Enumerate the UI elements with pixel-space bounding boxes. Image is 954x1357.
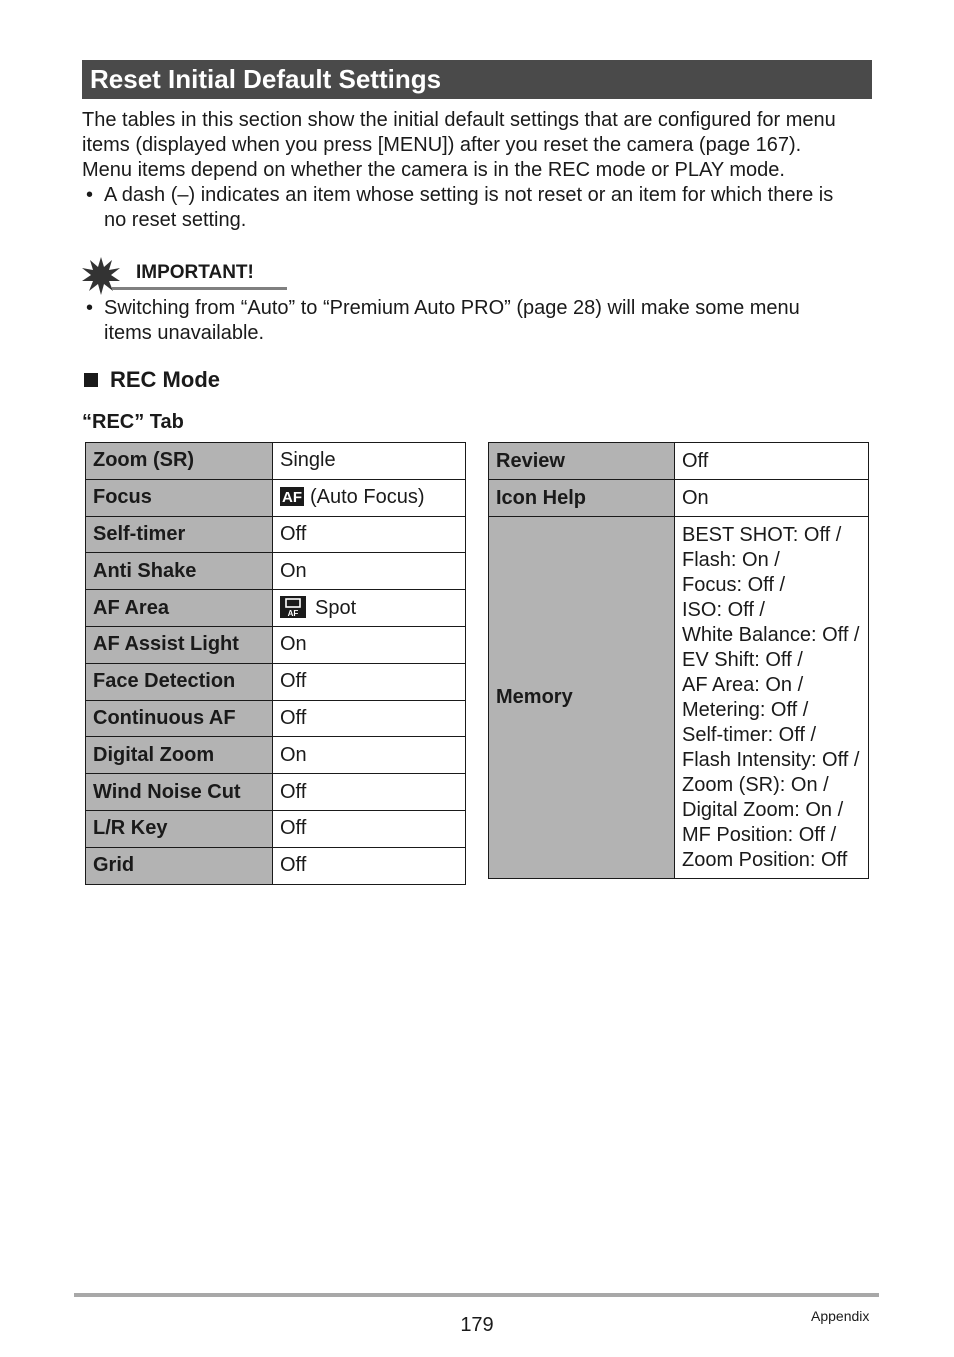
memory-item: BEST SHOT: Off / [682, 523, 842, 546]
table-row [86, 443, 466, 480]
table-row [86, 479, 466, 516]
setting-value: Off [280, 817, 307, 840]
setting-value: On [280, 743, 307, 766]
setting-value-cell [273, 553, 466, 590]
setting-value-cell [273, 737, 466, 774]
setting-name: Self-timer [86, 516, 273, 553]
memory-item: AF Area: On / [682, 673, 804, 696]
setting-name: Face Detection [86, 663, 273, 700]
svg-text:AF: AF [287, 609, 299, 619]
setting-name: Anti Shake [86, 553, 273, 590]
table-row-memory [489, 517, 869, 879]
af-spot-icon [280, 596, 306, 618]
memory-item: Focus: Off / [682, 573, 785, 596]
setting-name: AF Area [86, 590, 273, 627]
memory-item: Metering: Off / [682, 698, 809, 721]
page-title: Reset Initial Default Settings [82, 60, 872, 99]
intro-text [82, 108, 882, 233]
bullet-line: items unavailable. [104, 322, 265, 344]
bullet-line: Switching from “Auto” to “Premium Auto PRO” (page 28) will make some menu [104, 297, 800, 319]
intro-line: The tables in this section show the initial default settings that are configured for menu [82, 109, 836, 131]
setting-value-cell [273, 700, 466, 737]
intro-line: Menu items depend on whether the camera is in the REC mode or PLAY mode. [82, 159, 785, 181]
af-icon [280, 487, 304, 506]
important-label: IMPORTANT! [136, 262, 254, 283]
important-underline [112, 287, 287, 290]
table-row [86, 847, 466, 884]
tab-heading: “REC” Tab [82, 411, 184, 433]
setting-value-cell [273, 774, 466, 811]
bullet-line: no reset setting. [104, 209, 247, 231]
memory-item: Zoom (SR): On / [682, 773, 829, 796]
memory-item: EV Shift: Off / [682, 648, 803, 671]
table-row [86, 516, 466, 553]
table-row [86, 774, 466, 811]
setting-value: Off [280, 854, 307, 877]
memory-item: Zoom Position: Off [682, 848, 848, 871]
setting-value: On [280, 633, 307, 656]
setting-name: Review [489, 443, 675, 480]
setting-value: Spot [315, 597, 357, 620]
setting-value: Off [280, 780, 307, 803]
setting-name: AF Assist Light [86, 626, 273, 663]
setting-value: Off [675, 443, 869, 480]
bullet-line: A dash (–) indicates an item whose setting is not reset or an item for which there is [104, 184, 834, 206]
bullet-mark: • [86, 297, 94, 319]
setting-value-cell [273, 810, 466, 847]
table-row [86, 590, 466, 627]
table-row [489, 480, 869, 517]
setting-value: Off [280, 522, 307, 545]
setting-name: Zoom (SR) [86, 443, 273, 480]
table-row [86, 626, 466, 663]
setting-name: Focus [86, 479, 273, 516]
section-heading-text: REC Mode [110, 367, 220, 392]
intro-bullet [82, 183, 882, 233]
table-row [489, 443, 869, 480]
memory-item: Flash Intensity: Off / [682, 748, 860, 771]
square-bullet-icon [84, 373, 98, 387]
memory-item: Self-timer: Off / [682, 723, 817, 746]
setting-value-cell [273, 847, 466, 884]
setting-value-cell [273, 516, 466, 553]
setting-name: Digital Zoom [86, 737, 273, 774]
setting-name: Memory [489, 517, 675, 879]
setting-value-cell [273, 479, 466, 516]
footer-section-label: Appendix [811, 1308, 870, 1324]
important-note [82, 296, 882, 346]
table-row [86, 700, 466, 737]
setting-name: L/R Key [86, 810, 273, 847]
setting-value-cell [273, 663, 466, 700]
memory-item: ISO: Off / [682, 598, 765, 621]
setting-name: Wind Noise Cut [86, 774, 273, 811]
setting-value: (Auto Focus) [310, 486, 425, 509]
memory-item: White Balance: Off / [682, 623, 860, 646]
setting-value: Single [280, 449, 336, 472]
setting-value: Off [280, 706, 307, 729]
important-bullet [82, 296, 882, 346]
important-callout [82, 257, 287, 291]
table-row [86, 663, 466, 700]
memory-item: Flash: On / [682, 548, 780, 571]
table-row [86, 553, 466, 590]
memory-item: Digital Zoom: On / [682, 798, 844, 821]
setting-value: On [280, 559, 307, 582]
setting-name: Grid [86, 847, 273, 884]
setting-value: On [675, 480, 869, 517]
setting-value-cell [273, 590, 466, 627]
page-number: 179 [460, 1314, 494, 1336]
memory-item: MF Position: Off / [682, 823, 837, 846]
intro-line: items (displayed when you press [MENU]) after you reset the camera (page 167). [82, 134, 802, 156]
table-row [86, 810, 466, 847]
rec-settings-table-left [85, 442, 466, 885]
setting-value-cell [273, 626, 466, 663]
setting-value: Off [280, 670, 307, 693]
footer-rule [74, 1293, 879, 1297]
rec-settings-table-right [488, 442, 869, 879]
setting-name: Icon Help [489, 480, 675, 517]
memory-values [675, 517, 869, 879]
section-heading [84, 367, 220, 393]
table-row [86, 737, 466, 774]
bullet-mark: • [86, 184, 94, 206]
svg-text:AF: AF [282, 489, 302, 507]
setting-value-cell [273, 443, 466, 480]
setting-name: Continuous AF [86, 700, 273, 737]
